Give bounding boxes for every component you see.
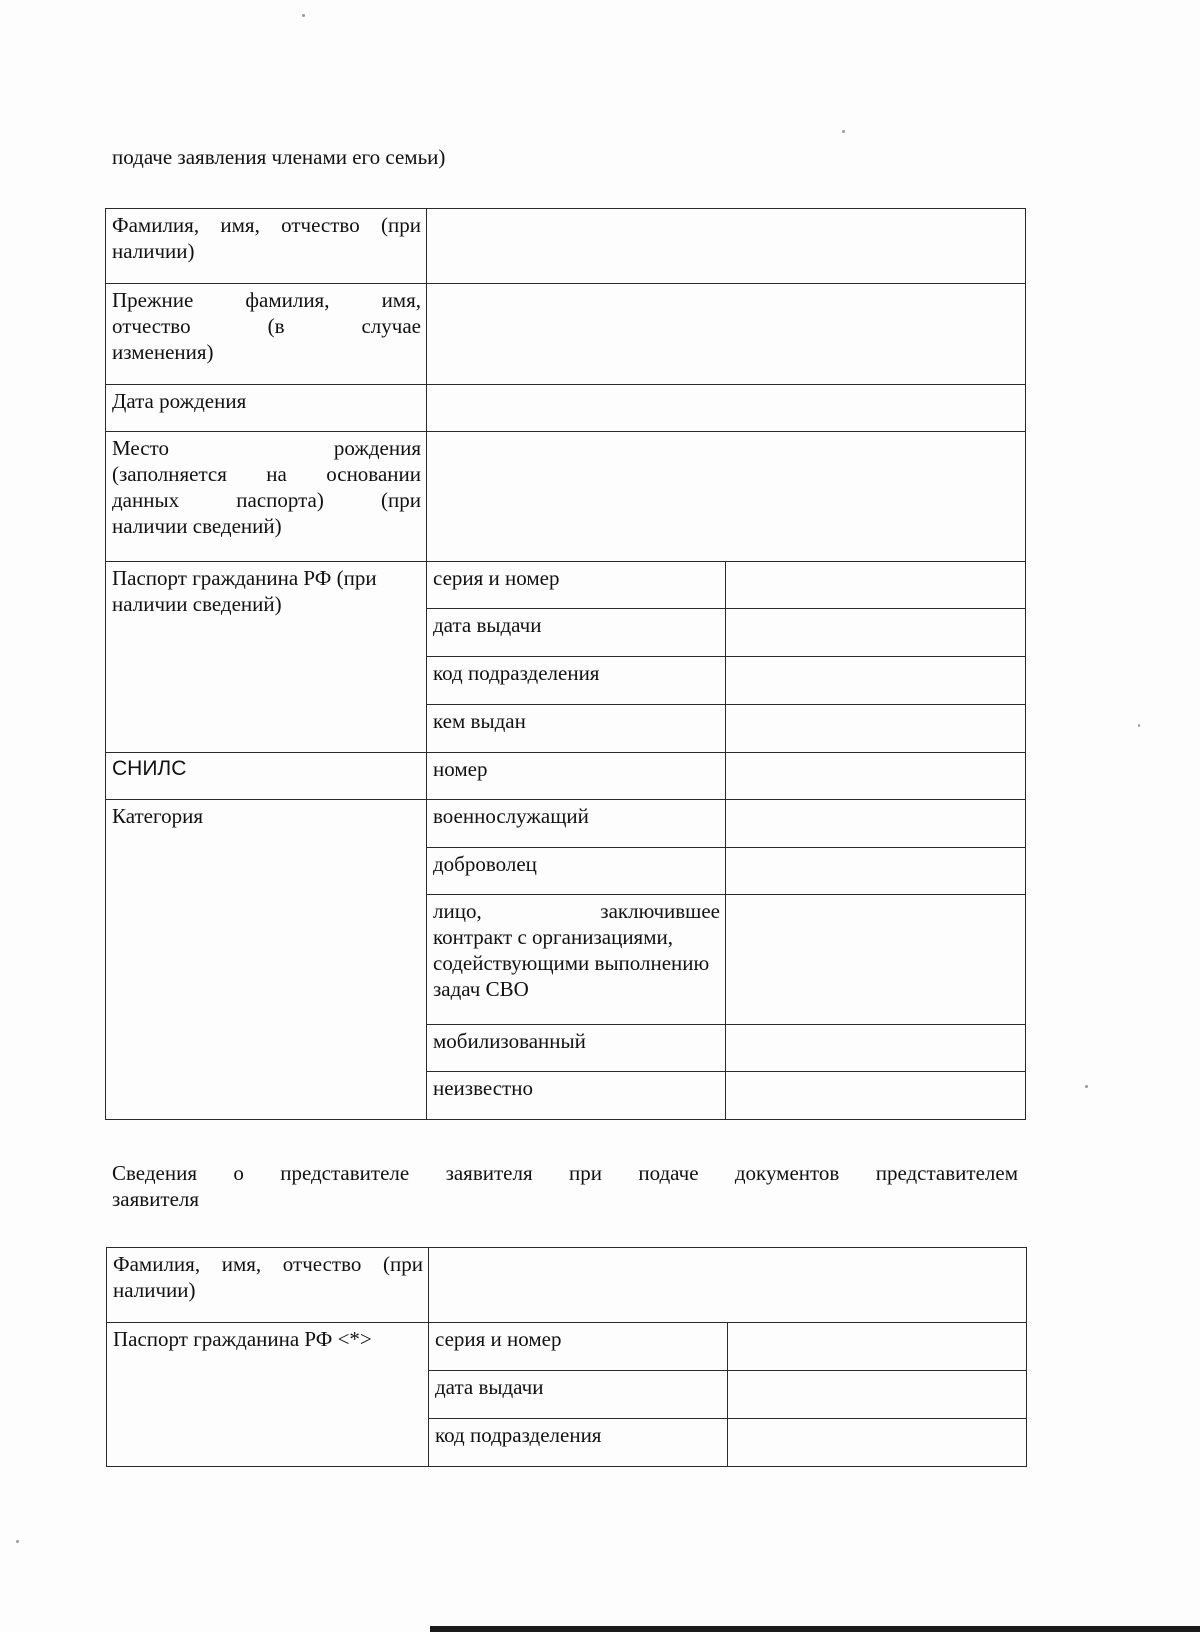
category-volunteer-value-cell[interactable] — [726, 848, 1026, 895]
rep-passport-division-code-label: код подразделения — [429, 1419, 728, 1467]
rep-passport-issue-date-label: дата выдачи — [429, 1371, 728, 1419]
table-row — [107, 1323, 1027, 1371]
fio-value-cell[interactable] — [427, 209, 1026, 284]
birth-place-value-cell[interactable] — [427, 432, 1026, 562]
table-row — [106, 800, 1026, 848]
birth-date-label: Дата рождения — [106, 385, 427, 432]
prev-name-line: отчество (в случае — [112, 314, 421, 338]
table-row — [106, 432, 1026, 562]
category-serviceman-label: военнослужащий — [427, 800, 726, 848]
passport-issue-date-label: дата выдачи — [427, 609, 726, 657]
fio-label: Фамилия, имя, отчество (при наличии) — [106, 209, 427, 284]
scan-speck — [16, 1540, 19, 1543]
category-contract-value-cell[interactable] — [726, 895, 1026, 1025]
snils-number-value-cell[interactable] — [726, 753, 1026, 800]
birth-place-line: данных паспорта) (при — [112, 488, 421, 512]
table-row — [106, 753, 1026, 800]
prev-name-label — [106, 284, 427, 385]
prev-name-line: Прежние фамилия, имя, — [112, 288, 421, 312]
passport-issue-date-value-cell[interactable] — [726, 609, 1026, 657]
category-label: Категория — [106, 800, 427, 1120]
passport-division-code-value-cell[interactable] — [726, 657, 1026, 705]
category-volunteer-label: доброволец — [427, 848, 726, 895]
rep-passport-series-label: серия и номер — [429, 1323, 728, 1371]
rep-passport-division-code-value-cell[interactable] — [728, 1419, 1027, 1467]
birth-place-line: Место рождения — [112, 436, 421, 460]
birth-date-value-cell[interactable] — [427, 385, 1026, 432]
heading-line: заявителя — [112, 1187, 200, 1211]
contract-line: лицо, заключившее — [433, 899, 720, 923]
prev-name-line: изменения) — [112, 340, 214, 364]
category-serviceman-value-cell[interactable] — [726, 800, 1026, 848]
intro-text: подаче заявления членами его семьи) — [112, 145, 446, 169]
birth-place-line: (заполняется на основании — [112, 462, 421, 486]
rep-passport-series-value-cell[interactable] — [728, 1323, 1027, 1371]
scan-speck — [1138, 724, 1140, 727]
scan-bottom-edge — [430, 1626, 1200, 1632]
passport-label: Паспорт гражданина РФ (при наличии сведений) — [106, 562, 427, 753]
passport-issued-by-label: кем выдан — [427, 705, 726, 753]
passport-series-value-cell[interactable] — [726, 562, 1026, 609]
category-unknown-label: неизвестно — [427, 1072, 726, 1120]
rep-passport-label: Паспорт гражданина РФ <*> — [107, 1323, 429, 1467]
representative-section-heading — [112, 1160, 1018, 1212]
table-row — [106, 562, 1026, 609]
scan-speck — [302, 14, 305, 17]
table-row — [106, 284, 1026, 385]
scan-speck — [842, 130, 845, 133]
heading-line: Сведения о представителе заявителя при подаче документов представителем — [112, 1161, 1018, 1185]
rep-fio-label: Фамилия, имя, отчество (при наличии) — [107, 1248, 429, 1323]
table-row — [106, 209, 1026, 284]
representative-info-table — [106, 1247, 1027, 1467]
rep-fio-value-cell[interactable] — [429, 1248, 1027, 1323]
contract-line: контракт с организациями, содействующими выполнению задач СВО — [433, 925, 710, 1001]
birth-place-label — [106, 432, 427, 562]
category-contract-label — [427, 895, 726, 1025]
applicant-info-table — [105, 208, 1026, 1120]
passport-issued-by-value-cell[interactable] — [726, 705, 1026, 753]
category-unknown-value-cell[interactable] — [726, 1072, 1026, 1120]
snils-number-label: номер — [427, 753, 726, 800]
rep-passport-issue-date-value-cell[interactable] — [728, 1371, 1027, 1419]
scan-speck — [1085, 1085, 1088, 1088]
birth-place-line: наличии сведений) — [112, 514, 282, 538]
passport-series-label: серия и номер — [427, 562, 726, 609]
category-mobilized-label: мобилизованный — [427, 1025, 726, 1072]
table-row — [107, 1248, 1027, 1323]
snils-label: СНИЛС — [106, 753, 427, 800]
passport-division-code-label: код подразделения — [427, 657, 726, 705]
prev-name-value-cell[interactable] — [427, 284, 1026, 385]
table-row — [106, 385, 1026, 432]
category-mobilized-value-cell[interactable] — [726, 1025, 1026, 1072]
